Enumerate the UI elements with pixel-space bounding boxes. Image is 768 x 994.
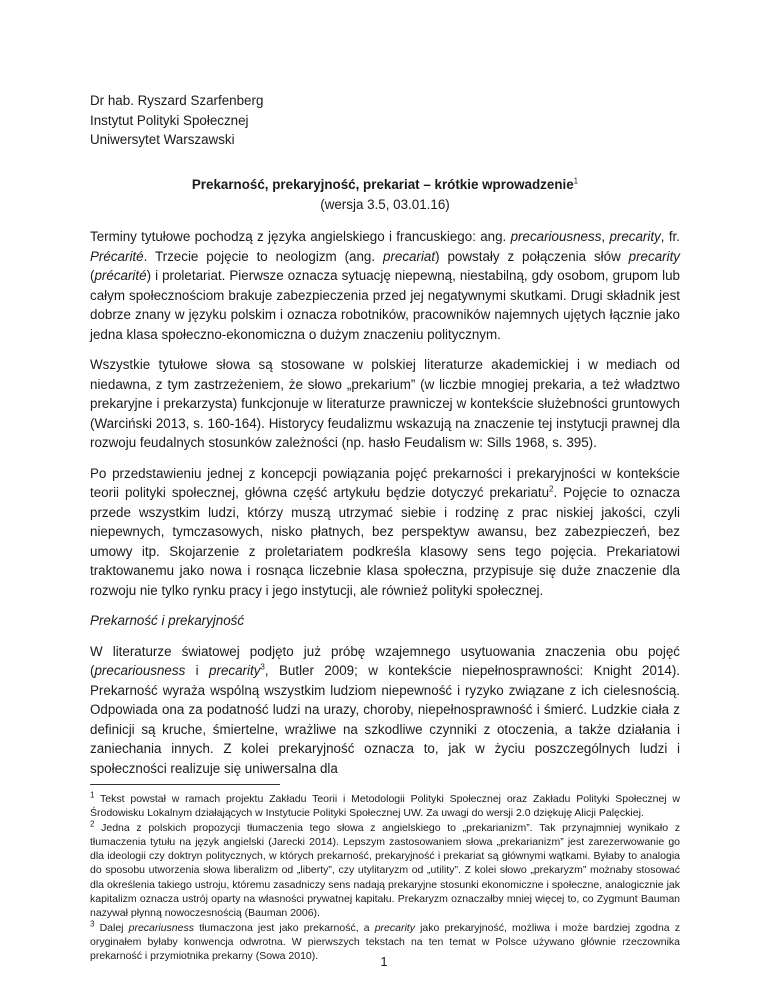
paragraph-4: W literaturze światowej podjęto już próbę wzajemnego usytuowania znaczenia obu pojęć (precariousness i precarity$^3$, Butler 2009; w kontekście niepełnosprawności: Knight 2014). Prekarność wyraża wspólną wszystkim ludziom niepewność i ryzyko związane z ich cielesnością. Odpowiada ona za podatność ludzi na urazy, choroby, niepełnosprawność i śmierć. Ludzkie ciała z definicji są kruche, śmiertelne, wrażliwe na szkodliwe czynniki z otoczenia, a także działania i zaniechania innych. Z kolei prekaryjność oznacza to, jak w życiu poszczególnych ludzi i społeczności realizuje się uniwersalna dla [90, 643, 680, 776]
footnote-1: $^1$ Tekst powstał w ramach projektu Zakładu Teorii i Metodologii Polityki Społecznej oraz Zakładu Polityki Społecznej w Środowisku Lokalnym działających w Instytucie Polityki Społecznej UW. Za uwagi do wersji 2.0 dziękuję Alicji Palęckiej. [90, 790, 680, 820]
section-heading: Prekarność i prekaryjność [90, 613, 245, 628]
paper-version: (wersja 3.5, 03.01.16) [320, 196, 450, 212]
body-text [90, 227, 680, 789]
footnotes [90, 792, 680, 964]
footnote-2: $^2$ Jedna z polskich propozycji tłumaczenia tego słowa z angielskiego to „prekarianizm”. Tak przynajmniej wynikało z tłumaczenia tytułu na język angielski (Jarecki 2014). Lepszym zastosowaniem słowa „prekarianizm” jest zarezerwowanie go dla ideologii czy doktryn politycznych, w których prekarność, prekaryjność i prekariat są głównymi wątkami. Byłaby to analogia do sposobu utworzenia słowa liberalizm od „liberty”, czy utylitaryzm od „utility”. Z kolei słowo „prekaryzm” możnaby stosować dla określenia takiego ustroju, któremu zasadniczy sens nadają prekaryjne stosunki ekonomiczne i społeczne, analogicznie jak kapitalizm oznacza ustrój oparty na własności prywatnej kapitału. Prekaryzm oznaczałby mniej więcej to, co Zygmunt Bauman nazywał płynną nowoczesnością (Bauman 2006). [90, 819, 680, 920]
author-block [90, 91, 680, 150]
author-name: Dr hab. Ryszard Szarfenberg [90, 93, 264, 108]
page-number: 1 [380, 954, 388, 969]
paragraph-2: Wszystkie tytułowe słowa są stosowane w polskiej literaturze akademickiej i w mediach od niedawna, z tym zastrzeżeniem, że słowo „prekarium” (w liczbie mnogiej prekaria, a też władztwo prekaryjne i prekarzysta) funkcjonuje w literaturze prawniczej w kontekście służebności gruntowych (Warciński 2013, s. 160-164). Historycy feudalizmu wskazują na znaczenie tej instytucji prawnej dla rozwoju feudalnych stosunków zależności (np. hasło Feudalism w: Sills 1968, s. 395). [90, 357, 680, 450]
footnote-ref-1[interactable]: 1 [573, 176, 579, 186]
paper-title-text: Prekarność, prekaryjność, prekariat – krótkie wprowadzenie [191, 177, 574, 192]
paragraph-3: Po przedstawieniu jednej z koncepcji powiązania pojęć prekarności i prekaryjności w kontekście teorii polityki społecznej, główna część artykułu będzie dotyczyć prekariatu$^2$. Pojęcie to oznacza przede wszystkim ludzi, którzy muszą utrzymać siebie i rodzinę z prac niskiej jakości, czyli niepewnych, tymczasowych, nisko płatnych, bez perspektyw awansu, bez zabezpieczeń, bez umowy itp. Skojarzenie z proletariatem podkreśla klasowy sens tego pojęcia. Prekariatowi traktowanemu jako nowa i rosnąca liczebnie klasa społeczna, przypisuje się duże znaczenie dla rozwoju nie tylko rynku pracy i jego instytucji, ale również polityki społecznej. [90, 465, 680, 598]
title-block [90, 175, 680, 214]
author-university: Uniwersytet Warszawski [90, 132, 235, 147]
paper-title [90, 175, 680, 195]
footnote-ref-3[interactable]: 3 [260, 662, 265, 672]
footnote-3: $^3$ Dalej precariusness tłumaczona jest jako prekarność, a precarity jako prekaryjność, możliwa i może bardziej zgodna z oryginałem byłaby konwencja odwrotna. W pierwszych tekstach na ten temat w Polsce używano głównie rzeczownika prekarność i przymiotnika prekarny (Sowa 2010). [90, 919, 681, 963]
footnote-separator [90, 784, 280, 785]
paragraph-1: Terminy tytułowe pochodzą z języka angielskiego i francuskiego: ang. precariousness, precarity, fr. Précarité. Trzecie pojęcie to neologizm (ang. precariat) powstały z połączenia słów precarity (précarité) i proletariat. Pierwsze oznacza sytuację niepewną, niestabilną, gdy osobom, grupom lub całym społecznościom brakuje zabezpieczenia przed jej negatywnymi skutkami. Drugi składnik jest dobrze znany w języku polskim i oznacza robotników, pracowników najemnych ujętych łącznie jako jedna klasa społeczno-ekonomiczna o dużym znaczeniu politycznym. [90, 229, 680, 342]
footnote-ref-2[interactable]: 2 [549, 484, 554, 494]
author-institute: Instytut Polityki Społecznej [90, 112, 249, 128]
